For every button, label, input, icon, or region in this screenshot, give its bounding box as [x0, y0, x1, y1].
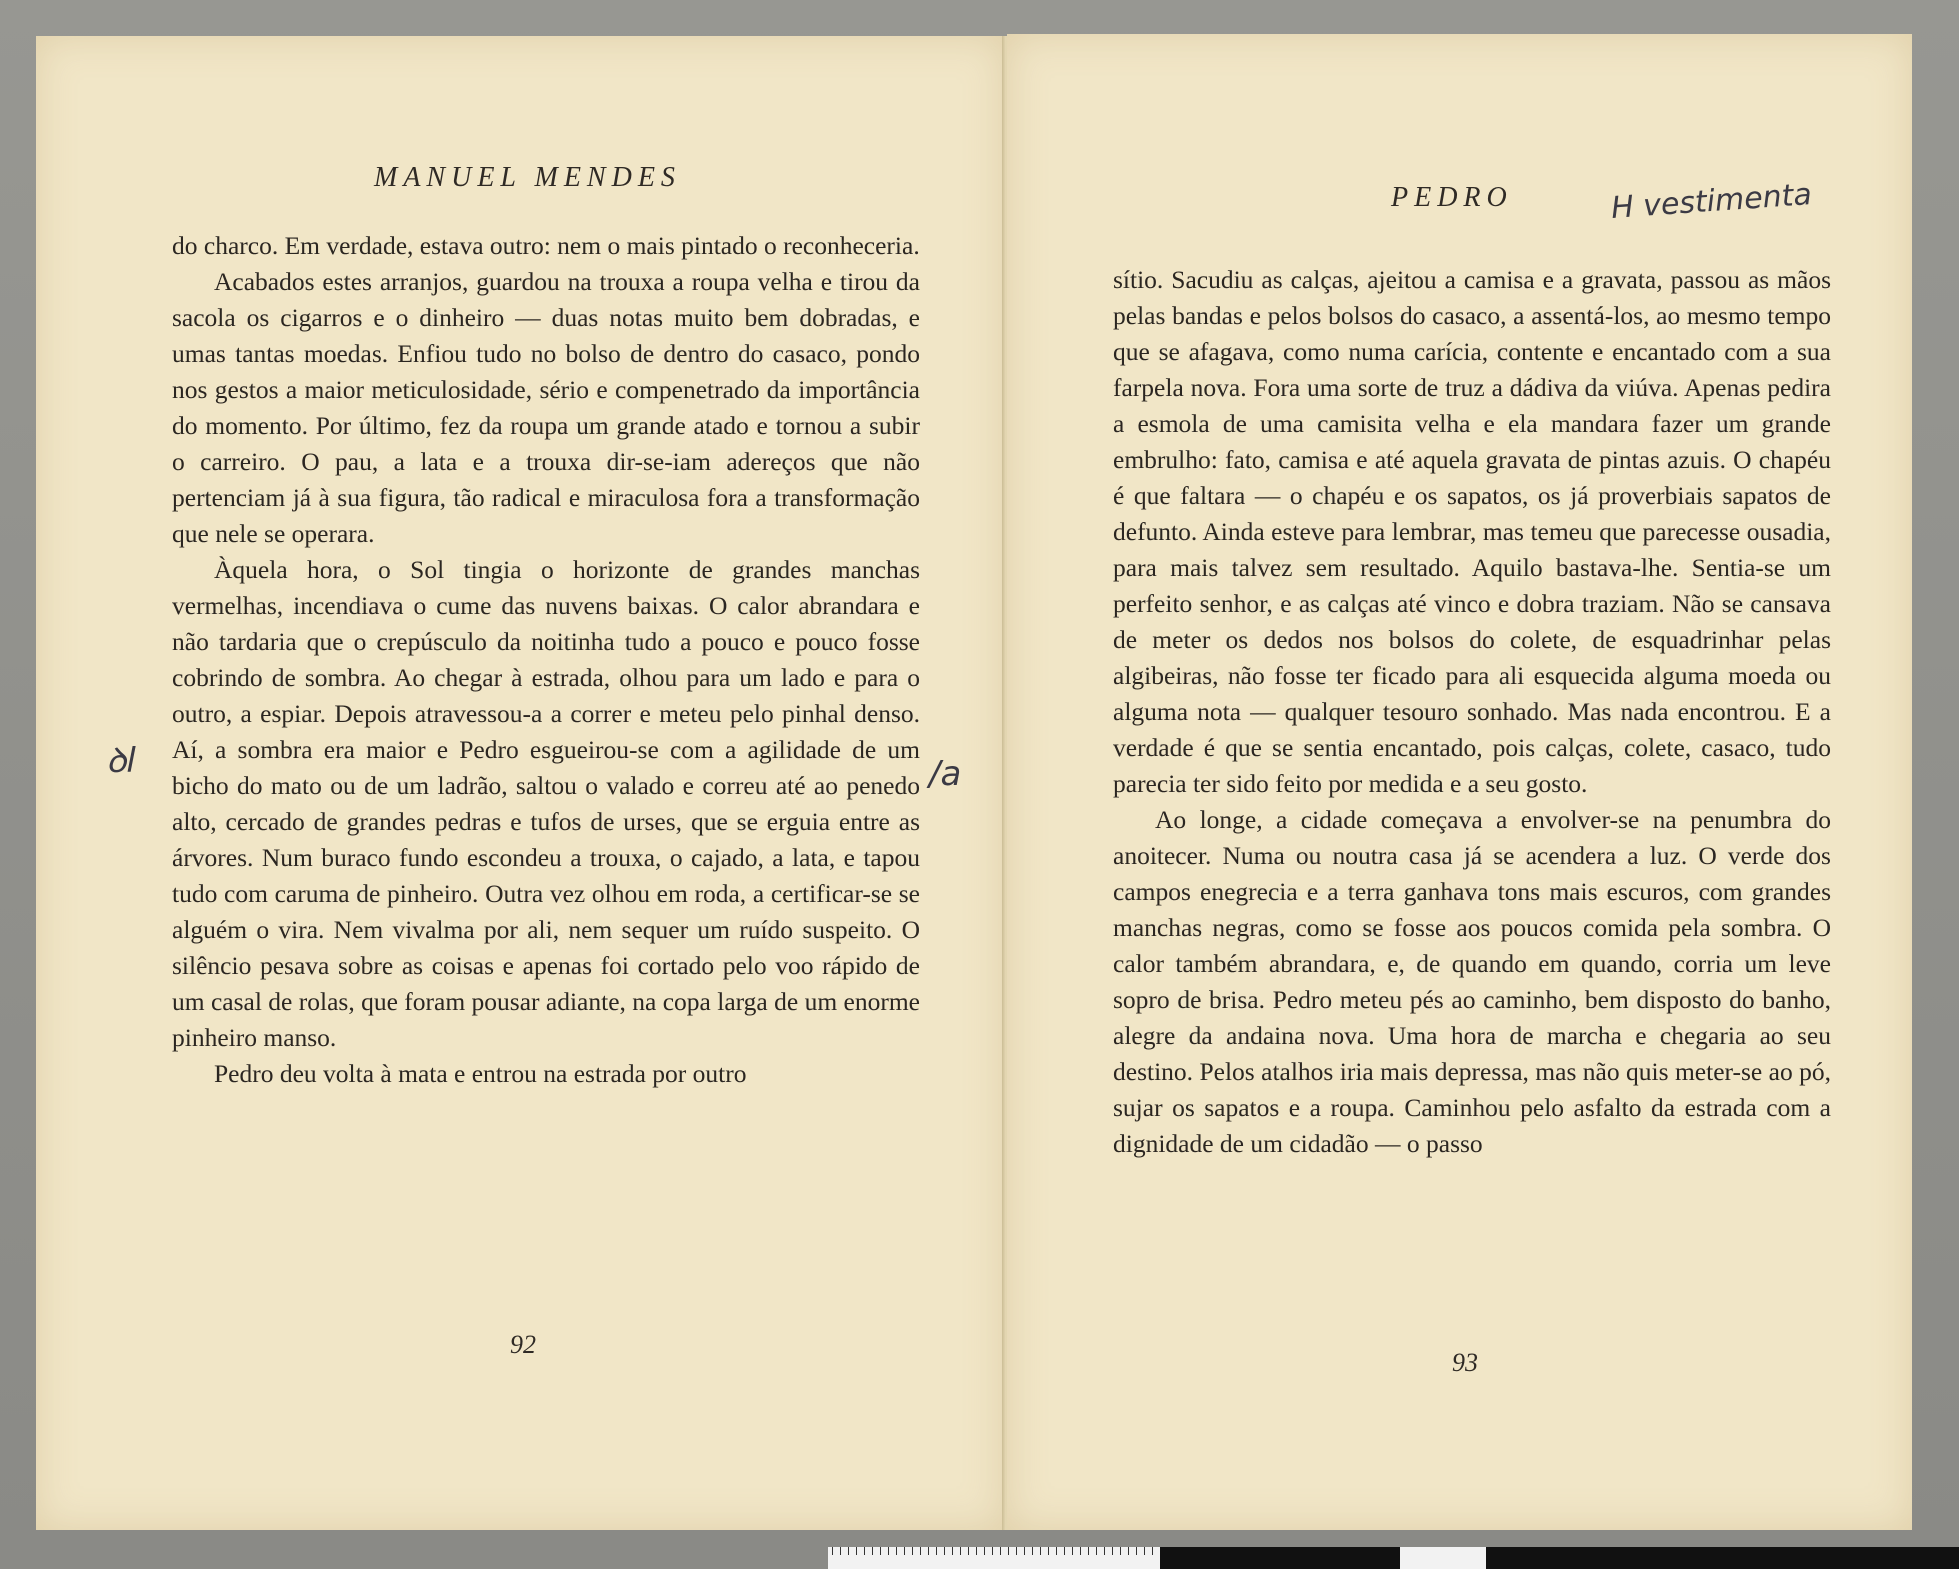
ruler-tick	[1128, 1547, 1129, 1555]
right-running-head: PEDRO	[1391, 182, 1513, 213]
ruler-tick	[1104, 1547, 1105, 1555]
ruler-tick	[888, 1547, 889, 1555]
ruler-tick	[832, 1547, 833, 1555]
ruler-tick	[960, 1547, 961, 1555]
scan-ruler	[828, 1547, 1959, 1569]
ruler-tick	[928, 1547, 929, 1555]
ruler-tick	[1032, 1547, 1033, 1555]
ruler-tick	[880, 1547, 881, 1555]
ruler-tick	[944, 1547, 945, 1555]
left-page-text	[172, 228, 920, 1092]
ruler-tick	[1144, 1547, 1145, 1555]
ruler-tick	[912, 1547, 913, 1555]
right-page-text	[1113, 262, 1831, 1162]
ruler-tick	[1088, 1547, 1089, 1555]
ruler-tick	[1152, 1547, 1153, 1555]
ruler-tick	[848, 1547, 849, 1555]
right-paragraph-2: Ao longe, a cidade começava a envolver-se na penumbra do anoitecer. Numa ou noutra casa já se acendera a luz. O verde dos campos enegrecia e a terra ganhava tons mais escuros, com grandes manchas negras, como se fosse aos poucos comida pela sombra. O calor também abrandara, e, de quando em quando, corria um leve sopro de brisa. Pedro meteu pés ao caminho, bem disposto do banho, alegre da andaina nova. Uma hora de marcha e chegaria ao seu destino. Pelos atalhos iria mais depressa, mas não quis meter-se ao pó, sujar os sapatos e a roupa. Caminhou pelo asfalto da estrada com a dignidade de um cidadão — o passo	[1113, 805, 1831, 1158]
ruler-tick	[872, 1547, 873, 1555]
ruler-tick	[1056, 1547, 1057, 1555]
ruler-tick	[920, 1547, 921, 1555]
ruler-tick	[1072, 1547, 1073, 1555]
ruler-tick	[1008, 1547, 1009, 1555]
left-margin-note: ꝺl	[106, 741, 136, 781]
left-page	[36, 36, 1006, 1530]
ruler-black-segment-2	[1486, 1547, 1959, 1569]
ruler-tick	[1024, 1547, 1025, 1555]
left-running-head: MANUEL MENDES	[374, 162, 681, 193]
ruler-tick	[984, 1547, 985, 1555]
left-paragraph-1: do charco. Em verdade, estava outro: nem o mais pintado o reconheceria.	[172, 231, 920, 260]
ruler-tick	[936, 1547, 937, 1555]
ruler-tick	[1000, 1547, 1001, 1555]
ruler-tick	[1040, 1547, 1041, 1555]
ruler-tick	[1080, 1547, 1081, 1555]
ruler-tick	[968, 1547, 969, 1555]
ruler-tick	[1048, 1547, 1049, 1555]
ruler-tick	[1016, 1547, 1017, 1555]
left-page-number: 92	[510, 1330, 536, 1359]
ruler-tick	[864, 1547, 865, 1555]
ruler-black-segment-1	[1160, 1547, 1400, 1569]
ruler-tick	[976, 1547, 977, 1555]
ruler-tick	[856, 1547, 857, 1555]
right-margin-note: /a	[929, 754, 962, 794]
left-paragraph-3: Àquela hora, o Sol tingia o horizonte de grandes manchas vermelhas, incendiava o cume das nuvens baixas. O calor abrandara e não tardaria que o crepúsculo da noitinha tudo a pouco e pouco fosse cobrindo de sombra. Ao chegar à estrada, olhou para um lado e para o outro, a espiar. Depois atravessou-a a correr e meteu pelo pinhal denso. Aí, a sombra era maior e Pedro esgueirou-se com a agilidade de um bicho do mato ou de um ladrão, saltou o valado e correu até ao penedo alto, cercado de grandes pedras e tufos de urses, que se erguia entre as árvores. Num buraco fundo escondeu a trouxa, o cajado, a lata, e tapou tudo com caruma de pinheiro. Outra vez olhou em roda, a certificar-se se alguém o vira. Nem vivalma por ali, nem sequer um ruído suspeito. O silêncio pesava sobre as coisas e apenas foi cortado pelo voo rápido de um casal de rolas, que foram pousar adiante, na copa larga de um enorme pinheiro manso.	[172, 555, 920, 1052]
right-page-number: 93	[1452, 1348, 1478, 1377]
ruler-tick	[992, 1547, 993, 1555]
ruler-tick	[1112, 1547, 1113, 1555]
right-page	[1007, 34, 1912, 1530]
ruler-tick	[904, 1547, 905, 1555]
ruler-tick	[1120, 1547, 1121, 1555]
ruler-tick	[1096, 1547, 1097, 1555]
handwritten-annotation: H vestimenta	[1610, 177, 1813, 226]
ruler-tick	[1064, 1547, 1065, 1555]
ruler-tick	[840, 1547, 841, 1555]
left-paragraph-4: Pedro deu volta à mata e entrou na estrada por outro	[214, 1059, 747, 1088]
ruler-tick	[1136, 1547, 1137, 1555]
right-paragraph-1: sítio. Sacudiu as calças, ajeitou a camisa e a gravata, passou as mãos pelas bandas e pelos bolsos do casaco, a assentá-los, ao mesmo tempo que se afagava, como numa carícia, contente e encantado com a sua farpela nova. Fora uma sorte de truz a dádiva da viúva. Apenas pedira a esmola de uma camisita velha e ela mandara fazer um grande embrulho: fato, camisa e até aquela gravata de pintas azuis. O chapéu é que faltara — o chapéu e os sapatos, os já proverbiais sapatos de defunto. Ainda esteve para lembrar, mas temeu que parecesse ousadia, para mais talvez sem resultado. Aquilo bastava-lhe. Sentia-se um perfeito senhor, e as calças até vinco e dobra traziam. Não se cansava de meter os dedos nos bolsos do colete, de esquadrinhar pelas algibeiras, não fosse ter ficado para ali esquecida alguma moeda ou alguma nota — qualquer tesouro sonhado. Mas nada encontrou. E a verdade é que se sentia encantado, pois calças, colete, casaco, tudo parecia ter sido feito por medida e a seu gosto.	[1113, 265, 1831, 798]
ruler-tick	[952, 1547, 953, 1555]
left-paragraph-2: Acabados estes arranjos, guardou na trouxa a roupa velha e tirou da sacola os cigarros e o dinheiro — duas notas muito bem dobradas, e umas tantas moedas. Enfiou tudo no bolso de dentro do casaco, pondo nos gestos a maior meticulosidade, sério e compenetrado da importância do momento. Por último, fez da roupa um grande atado e tornou a subir o carreiro. O pau, a lata e a trouxa dir-se-iam adereços que não pertenciam já à sua figura, tão radical e miraculosa fora a transformação que nele se operara.	[172, 267, 920, 548]
ruler-tick	[896, 1547, 897, 1555]
